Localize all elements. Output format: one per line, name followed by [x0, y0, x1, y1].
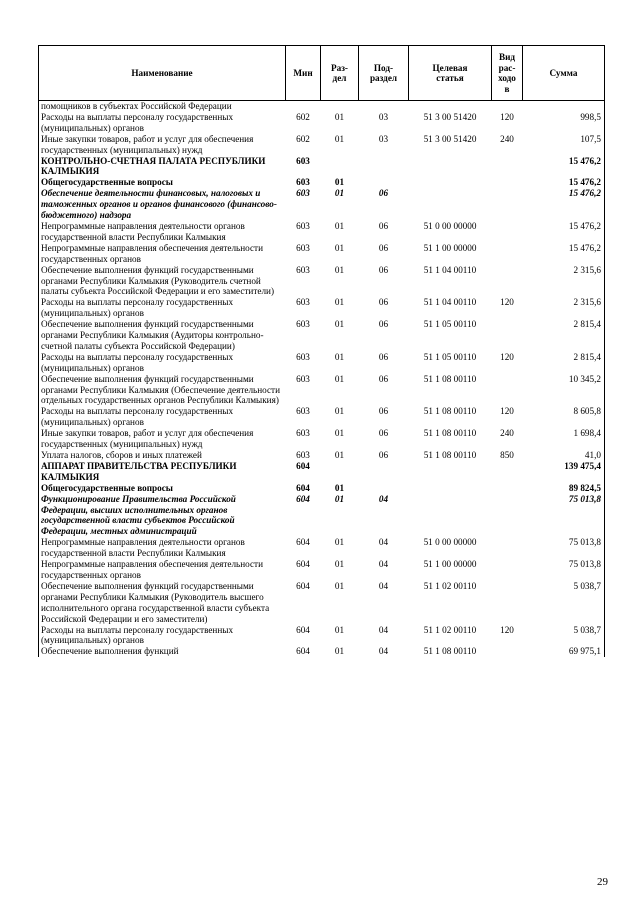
- cell-name: Уплата налогов, сборов и иных платежей: [39, 450, 286, 461]
- cell-expense-type: 240: [500, 133, 514, 144]
- cell-min: [286, 101, 321, 112]
- cell-podrazdel: 06: [378, 242, 389, 253]
- cell-podrazdel: 04: [378, 646, 389, 657]
- cell-podrazdel: [359, 483, 409, 494]
- cell-min: 603: [296, 297, 310, 308]
- cell-expense-type: [492, 243, 523, 265]
- cell-name: Расходы на выплаты персоналу государственных (муниципальных) органов: [39, 297, 286, 319]
- cell-target-article: 51 1 08 00110: [423, 428, 477, 439]
- cell-min: 603: [296, 319, 310, 330]
- cell-razdel: 01: [334, 111, 345, 122]
- cell-razdel: 01: [334, 188, 345, 199]
- cell-target-article: 51 0 00 00000: [423, 220, 477, 231]
- cell-expense-type: [492, 319, 523, 352]
- cell-sum: 15 476,2: [523, 188, 605, 221]
- cell-target-article: [409, 483, 492, 494]
- cell-podrazdel: 03: [378, 133, 389, 144]
- cell-name: Непрограммные направления деятельности органов государственной власти Республики Калмыкия: [39, 221, 286, 243]
- cell-name: Расходы на выплаты персоналу государственных (муниципальных) органов: [39, 112, 286, 134]
- cell-expense-type: 120: [500, 111, 514, 122]
- cell-razdel: 01: [334, 319, 345, 330]
- cell-name: Обеспечение выполнения функций государственными органами Республики Калмыкия (Обеспечение деятельности отдельных государственных органов Республики Калмыкия): [39, 374, 286, 407]
- cell-podrazdel: 06: [378, 428, 389, 439]
- cell-target-article: [409, 177, 492, 188]
- table-row: [39, 156, 605, 178]
- cell-podrazdel: [359, 156, 409, 178]
- cell-podrazdel: 06: [378, 297, 389, 308]
- cell-min: 603: [296, 264, 310, 275]
- cell-razdel: 01: [334, 133, 345, 144]
- cell-razdel: 01: [334, 428, 345, 439]
- cell-razdel: 01: [334, 242, 345, 253]
- cell-target-article: 51 1 00 00000: [423, 242, 477, 253]
- cell-expense-type: [492, 265, 523, 298]
- cell-target-article: 51 0 00 00000: [423, 537, 477, 548]
- table-row: [39, 646, 605, 657]
- cell-sum: 75 013,8: [523, 559, 605, 581]
- cell-sum: 139 475,4: [523, 461, 605, 483]
- cell-podrazdel: 06: [378, 319, 389, 330]
- table-row: [39, 177, 605, 188]
- cell-target-article: 51 1 02 00110: [423, 624, 477, 635]
- cell-min: 604: [296, 580, 310, 591]
- cell-name: КОНТРОЛЬНО-СЧЕТНАЯ ПАЛАТА РЕСПУБЛИКИ КАЛМЫКИЯ: [39, 156, 286, 178]
- cell-min: 604: [296, 493, 310, 504]
- cell-target-article: 51 3 00 51420: [423, 111, 477, 122]
- cell-expense-type: [492, 156, 523, 178]
- cell-min: 604: [296, 559, 310, 570]
- cell-sum: 10 345,2: [523, 374, 605, 407]
- table-row: [39, 319, 605, 352]
- cell-sum: 41,0: [523, 450, 605, 461]
- cell-razdel: 01: [334, 450, 345, 460]
- cell-expense-type: [492, 494, 523, 538]
- table-row: [39, 134, 605, 156]
- cell-name: Общегосударственные вопросы: [39, 483, 286, 494]
- table-body: [39, 101, 605, 658]
- cell-name: Обеспечение выполнения функций государственными органами Республики Калмыкия (Руководитель высшего исполнительного органа государственной власти субъекта Российской Федерации и его заместители): [39, 581, 286, 625]
- cell-razdel: 01: [334, 580, 345, 591]
- table-row: [39, 537, 605, 559]
- cell-razdel: [321, 156, 359, 178]
- cell-sum: 5 038,7: [523, 625, 605, 647]
- header-podrazdel: Под- раздел: [359, 46, 409, 101]
- table-row: [39, 221, 605, 243]
- table-header-row: [39, 46, 605, 101]
- cell-razdel: 01: [334, 220, 345, 231]
- cell-razdel: 01: [334, 297, 345, 308]
- cell-expense-type: 850: [500, 450, 514, 460]
- cell-name: помощников в субъектах Российской Федерации: [39, 101, 286, 112]
- cell-expense-type: [492, 483, 523, 494]
- table-row: [39, 112, 605, 134]
- cell-expense-type: 120: [500, 351, 514, 362]
- cell-target-article: 51 1 08 00110: [423, 646, 477, 657]
- cell-razdel: 01: [334, 624, 345, 635]
- cell-sum: 5 038,7: [523, 581, 605, 625]
- cell-razdel: 01: [334, 351, 345, 362]
- cell-name: Непрограммные направления обеспечения деятельности государственных органов: [39, 559, 286, 581]
- cell-podrazdel: 04: [378, 559, 389, 570]
- cell-target-article: 51 1 04 00110: [423, 297, 477, 308]
- cell-podrazdel: 06: [378, 188, 389, 199]
- cell-razdel: 01: [334, 482, 345, 493]
- table-row: [39, 265, 605, 298]
- cell-name: Непрограммные направления обеспечения деятельности государственных органов: [39, 243, 286, 265]
- cell-expense-type: [492, 101, 523, 112]
- cell-min: 604: [296, 537, 310, 548]
- cell-razdel: 01: [334, 264, 345, 275]
- cell-expense-type: 120: [500, 297, 514, 308]
- cell-razdel: 01: [334, 537, 345, 548]
- budget-table: [38, 45, 605, 657]
- cell-min: 602: [296, 111, 310, 122]
- table-row: [39, 625, 605, 647]
- table-row: [39, 374, 605, 407]
- cell-razdel: 01: [334, 406, 345, 417]
- table-row: [39, 188, 605, 221]
- header-target-article: Целевая статья: [409, 46, 492, 101]
- cell-sum: 15 476,2: [523, 156, 605, 178]
- table-row: [39, 450, 605, 461]
- cell-podrazdel: [359, 461, 409, 483]
- cell-min: 602: [296, 133, 310, 144]
- cell-sum: 1 698,4: [523, 428, 605, 450]
- cell-razdel: 01: [334, 646, 345, 657]
- cell-min: 604: [296, 624, 310, 635]
- cell-sum: 998,5: [523, 112, 605, 134]
- cell-sum: 15 476,2: [523, 177, 605, 188]
- cell-name: Обеспечение выполнения функций: [39, 646, 286, 657]
- cell-min: 603: [296, 406, 310, 417]
- cell-min: 604: [296, 482, 310, 493]
- table-row: [39, 559, 605, 581]
- table-row: [39, 483, 605, 494]
- cell-podrazdel: [359, 177, 409, 188]
- table-row: [39, 461, 605, 483]
- cell-podrazdel: 06: [378, 406, 389, 417]
- cell-expense-type: [492, 461, 523, 483]
- cell-podrazdel: 04: [378, 580, 389, 591]
- cell-sum: [523, 101, 605, 112]
- cell-expense-type: [492, 374, 523, 407]
- table-row: [39, 581, 605, 625]
- cell-name: Обеспечение выполнения функций государственными органами Республики Калмыкия (Руководитель счетной палаты субъекта Российской Федерации и его заместители): [39, 265, 286, 298]
- cell-sum: 2 815,4: [523, 352, 605, 374]
- cell-expense-type: [492, 581, 523, 625]
- cell-podrazdel: 06: [378, 351, 389, 362]
- cell-min: 603: [296, 351, 310, 362]
- cell-name: Функционирование Правительства Российской Федерации, высших исполнительных органов государственной власти субъектов Российской Федерации, местных администраций: [39, 494, 286, 538]
- cell-sum: 2 315,6: [523, 297, 605, 319]
- cell-podrazdel: 06: [378, 264, 389, 275]
- cell-name: Расходы на выплаты персоналу государственных (муниципальных) органов: [39, 352, 286, 374]
- cell-target-article: [409, 156, 492, 178]
- cell-target-article: 51 1 04 00110: [423, 264, 477, 275]
- cell-target-article: 51 1 08 00110: [423, 406, 477, 417]
- cell-name: Иные закупки товаров, работ и услуг для обеспечения государственных (муниципальных) нужд: [39, 134, 286, 156]
- cell-name: Иные закупки товаров, работ и услуг для обеспечения государственных (муниципальных) нужд: [39, 428, 286, 450]
- cell-target-article: 51 1 08 00110: [423, 450, 477, 460]
- table-row: [39, 297, 605, 319]
- cell-expense-type: 240: [500, 428, 514, 439]
- cell-expense-type: [492, 188, 523, 221]
- cell-target-article: [409, 101, 492, 112]
- cell-sum: 69 975,1: [523, 646, 605, 657]
- table-row: [39, 406, 605, 428]
- cell-target-article: 51 1 08 00110: [423, 373, 477, 384]
- cell-target-article: [409, 188, 492, 221]
- cell-podrazdel: 06: [378, 220, 389, 231]
- cell-name: Расходы на выплаты персоналу государственных (муниципальных) органов: [39, 406, 286, 428]
- cell-podrazdel: 04: [378, 624, 389, 635]
- cell-min: 603: [296, 373, 310, 384]
- cell-target-article: 51 1 05 00110: [423, 319, 477, 330]
- cell-target-article: 51 3 00 51420: [423, 133, 477, 144]
- cell-name: АППАРАТ ПРАВИТЕЛЬСТВА РЕСПУБЛИКИ КАЛМЫКИЯ: [39, 461, 286, 483]
- cell-razdel: 01: [334, 493, 345, 504]
- cell-razdel: 01: [334, 559, 345, 570]
- cell-razdel: 01: [334, 373, 345, 384]
- cell-expense-type: [492, 537, 523, 559]
- cell-min: 604: [296, 646, 310, 657]
- cell-sum: 75 013,8: [523, 494, 605, 538]
- cell-expense-type: [492, 646, 523, 657]
- cell-podrazdel: [359, 101, 409, 112]
- cell-expense-type: [492, 221, 523, 243]
- cell-sum: 2 815,4: [523, 319, 605, 352]
- cell-expense-type: [492, 177, 523, 188]
- document-page: [38, 45, 604, 657]
- table-row: [39, 243, 605, 265]
- header-name: Наименование: [39, 46, 286, 101]
- cell-podrazdel: 06: [378, 450, 389, 460]
- cell-min: 603: [296, 450, 310, 460]
- header-razdel: Раз- дел: [321, 46, 359, 101]
- cell-expense-type: 120: [500, 406, 514, 417]
- cell-target-article: 51 1 02 00110: [423, 580, 477, 591]
- cell-target-article: [409, 494, 492, 538]
- page-number: 29: [597, 876, 608, 888]
- table-row: [39, 428, 605, 450]
- cell-min: 604: [296, 460, 310, 471]
- cell-name: Непрограммные направления деятельности органов государственной власти Республики Калмыкия: [39, 537, 286, 559]
- cell-sum: 75 013,8: [523, 537, 605, 559]
- cell-name: Общегосударственные вопросы: [39, 177, 286, 188]
- cell-sum: 2 315,6: [523, 265, 605, 298]
- cell-target-article: 51 1 00 00000: [423, 559, 477, 570]
- cell-podrazdel: 04: [378, 493, 389, 504]
- cell-podrazdel: 06: [378, 373, 389, 384]
- header-sum: Сумма: [523, 46, 605, 101]
- cell-sum: 15 476,2: [523, 221, 605, 243]
- cell-min: 603: [296, 188, 310, 199]
- cell-target-article: [409, 461, 492, 483]
- cell-sum: 15 476,2: [523, 243, 605, 265]
- cell-min: 603: [296, 155, 310, 166]
- cell-target-article: 51 1 05 00110: [423, 351, 477, 362]
- cell-min: 603: [296, 177, 310, 188]
- cell-min: 603: [296, 428, 310, 439]
- cell-expense-type: 120: [500, 624, 514, 635]
- cell-razdel: [321, 461, 359, 483]
- table-row: [39, 101, 605, 112]
- cell-min: 603: [296, 220, 310, 231]
- cell-podrazdel: 03: [378, 111, 389, 122]
- table-row: [39, 352, 605, 374]
- cell-razdel: [321, 101, 359, 112]
- cell-expense-type: [492, 559, 523, 581]
- cell-name: Обеспечение выполнения функций государственными органами Республики Калмыкия (Аудиторы контрольно-счетной палаты субъекта Российской Федерации): [39, 319, 286, 352]
- header-expense-type: Вид рас- ходо в: [492, 46, 523, 101]
- cell-name: Расходы на выплаты персоналу государственных (муниципальных) органов: [39, 625, 286, 647]
- header-min: Мин: [286, 46, 321, 101]
- table-row: [39, 494, 605, 538]
- cell-podrazdel: 04: [378, 537, 389, 548]
- cell-sum: 89 824,5: [523, 483, 605, 494]
- cell-min: 603: [296, 242, 310, 253]
- cell-razdel: 01: [334, 177, 345, 188]
- cell-name: Обеспечение деятельности финансовых, налоговых и таможенных органов и органов финансового (финансово-бюджетного) надзора: [39, 188, 286, 221]
- cell-sum: 8 605,8: [523, 406, 605, 428]
- cell-sum: 107,5: [523, 134, 605, 156]
